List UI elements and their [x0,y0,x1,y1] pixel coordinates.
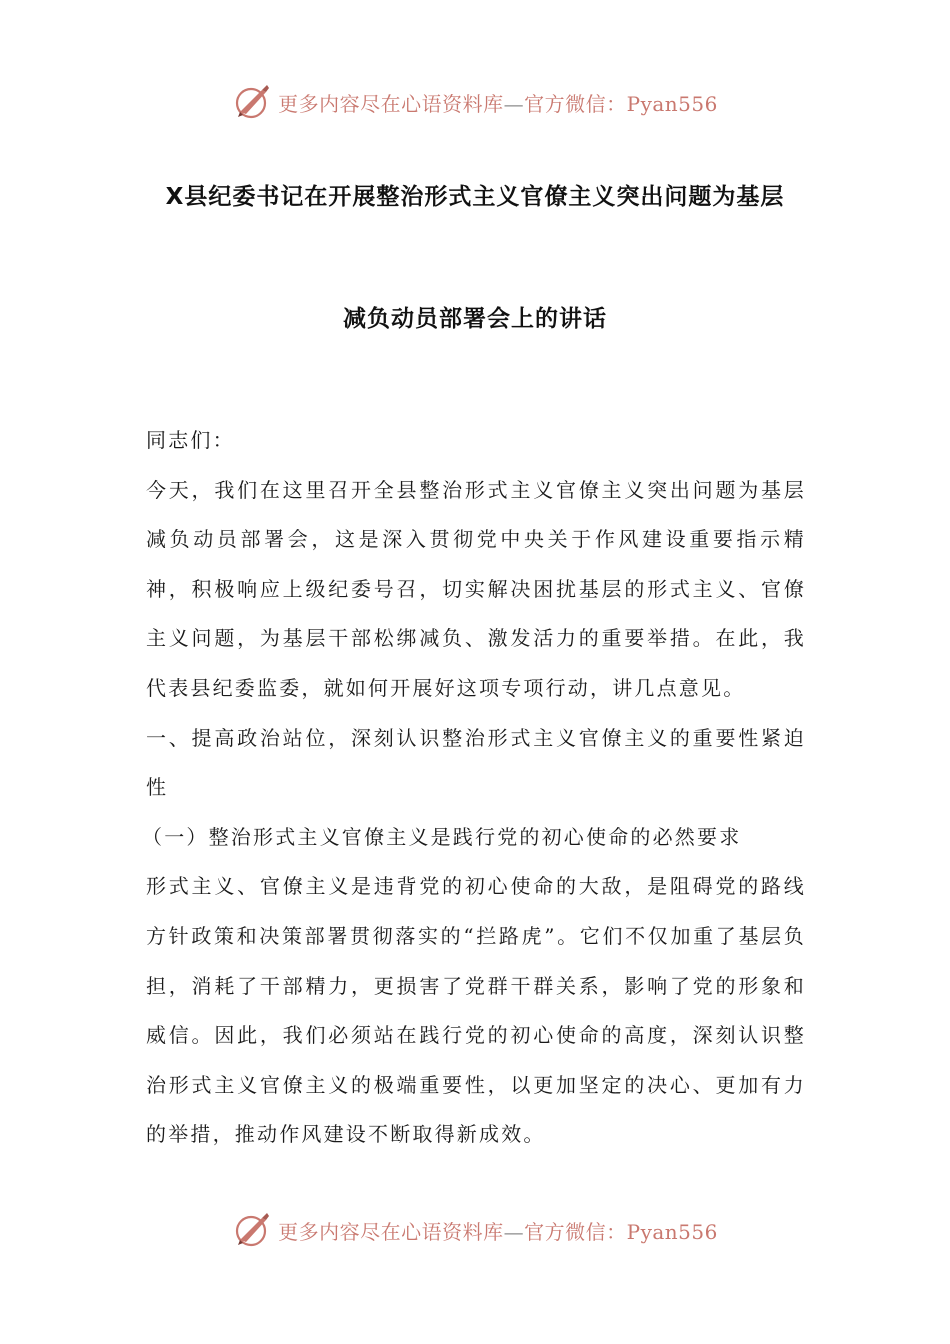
pen-logo-icon [232,1210,272,1250]
watermark-dash: — [503,1219,525,1244]
subsection-heading: （一）整治形式主义官僚主义是践行党的初心使命的必然要求 [142,824,742,849]
watermark-sub: 官方微信： [524,1219,627,1244]
footer-watermark [0,1208,950,1252]
section-heading: 一、提高政治站位，深刻认识整治形式主义官僚主义的重要性紧迫性 [146,725,806,800]
watermark-text [278,1216,718,1245]
watermark-dash: — [503,91,525,116]
document-title-line1: X县纪委书记在开展整治形式主义官僚主义突出问题为基层 [165,184,785,210]
watermark-wechat-id: Pyan556 [626,1219,718,1244]
document-body [142,416,806,1160]
watermark-main: 更多内容尽在心语资料库 [278,91,504,116]
watermark-main: 更多内容尽在心语资料库 [278,1219,504,1244]
watermark-sub: 官方微信： [524,91,627,116]
header-watermark [0,80,950,124]
watermark-wechat-id: Pyan556 [626,91,718,116]
watermark-text [278,88,718,117]
salutation: 同志们： [146,428,235,452]
document-title-line2: 减负动员部署会上的讲话 [343,306,607,332]
pen-logo-icon [232,82,272,122]
intro-paragraph: 今天，我们在这里召开全县整治形式主义官僚主义突出问题为基层减负动员部署会，这是深入贯彻党中央关于作风建设重要指示精神，积极响应上级纪委号召，切实解决困扰基层的形式主义、官僚主义问题，为基层干部松绑减负、激发活力的重要举措。在此，我代表县纪委监委，就如何开展好这项专项行动，讲几点意见。 [146,477,806,700]
body-paragraph: 形式主义、官僚主义是违背党的初心使命的大敌，是阻碍党的路线方针政策和决策部署贯彻落实的“拦路虎”。它们不仅加重了基层负担，消耗了干部精力，更损害了党群干群关系，影响了党的形象和威信。因此，我们必须站在践行党的初心使命的高度，深刻认识整治形式主义官僚主义的极端重要性，以更加坚定的决心、更加有力的举措，推动作风建设不断取得新成效。 [146,874,806,1147]
